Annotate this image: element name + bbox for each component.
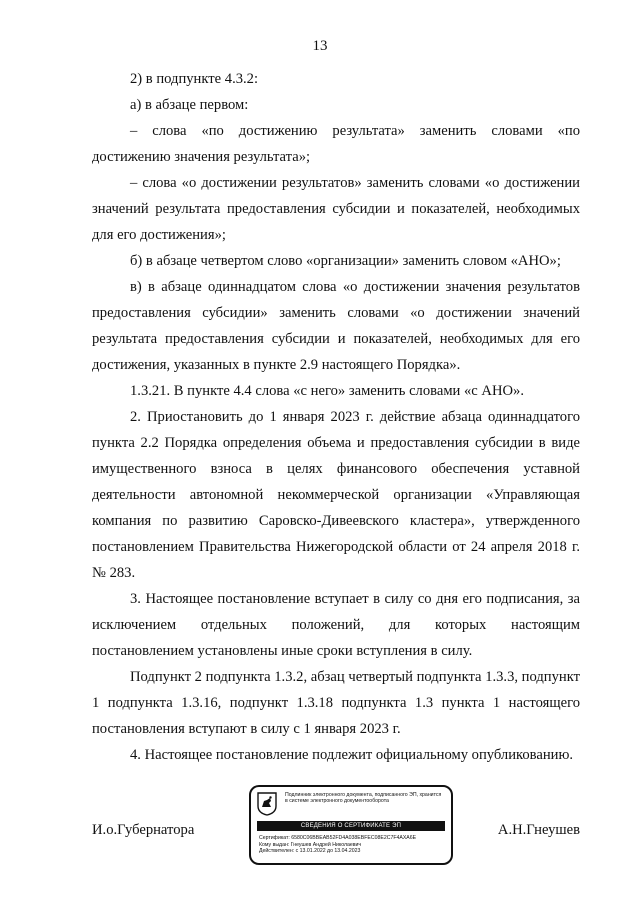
paragraph: б) в абзаце четвертом слово «организации» заменить словом «АНО»;: [130, 253, 561, 269]
signer-title: И.о.Губернатора: [92, 822, 195, 838]
paragraph: 3. Настоящее постановление вступает в силу со дня его подписания, за исключением отдельных положений, для которых настоящим постановлением установлены иные сроки вступления в силу.: [92, 591, 580, 659]
paragraph: а) в абзаце первом:: [130, 97, 249, 113]
coat-of-arms-icon: [257, 792, 277, 816]
document-body: [92, 66, 580, 768]
certificate-validity: Действителен: с 13.01.2022 до 13.04.2023: [259, 848, 361, 855]
stamp-note: Подлинник электронного документа, подписанного ЭП, хранится в системе электронного документооборота: [285, 792, 442, 805]
signer-name: А.Н.Гнеушев: [497, 822, 580, 838]
stamp-details: [259, 835, 447, 855]
certificate-number: Сертификат: 6580C06BBEAB52FD4A038EBFEC08E2C7F4AXA6E: [259, 835, 417, 841]
paragraph: в) в абзаце одиннадцатом слова «о достижении значения результатов предоставления субсидии» заменить словами «о достижении значений результата предоставления субсидии и показателей, необходимых для его достижения, указанных в пункте 2.9 настоящего Порядка».: [92, 279, 580, 373]
electronic-signature-stamp: [249, 785, 453, 865]
stamp-header: СВЕДЕНИЯ О СЕРТИФИКАТЕ ЭП: [257, 821, 445, 831]
paragraph: 2. Приостановить до 1 января 2023 г. действие абзаца одиннадцатого пункта 2.2 Порядка определения объема и предоставления субсидии в виде имущественного взноса в целях финансового обеспечения уставной деятельности автономной некоммерческой организации «Управляющая компания по развитию Саровско-Дивеевского кластера», утвержденного постановлением Правительства Нижегородской области от 24 апреля 2018 г. № 283.: [92, 409, 580, 581]
paragraph: – слова «по достижению результата» заменить словами «по достижению значения результата»;: [92, 123, 580, 165]
paragraph: 1.3.21. В пункте 4.4 слова «с него» заменить словами «с АНО».: [130, 383, 524, 399]
page-number: 13: [312, 38, 328, 54]
paragraph: 2) в подпункте 4.3.2:: [130, 71, 259, 87]
paragraph: Подпункт 2 подпункта 1.3.2, абзац четвертый подпункта 1.3.3, подпункт 1 подпункта 1.3.16, подпункт 1.3.18 подпункта 1.3 пункта 1 настоящего постановления вступают в силу с 1 января 2023 г.: [92, 669, 580, 737]
paragraph: 4. Настоящее постановление подлежит официальному опубликованию.: [130, 747, 574, 763]
paragraph: – слова «о достижении результатов» заменить словами «о достижении значений результата предоставления субсидии и показателей, необходимых для его достижения»;: [92, 175, 580, 243]
certificate-owner: Кому выдан: Гнеушев Андрей Николаевич: [259, 841, 362, 848]
